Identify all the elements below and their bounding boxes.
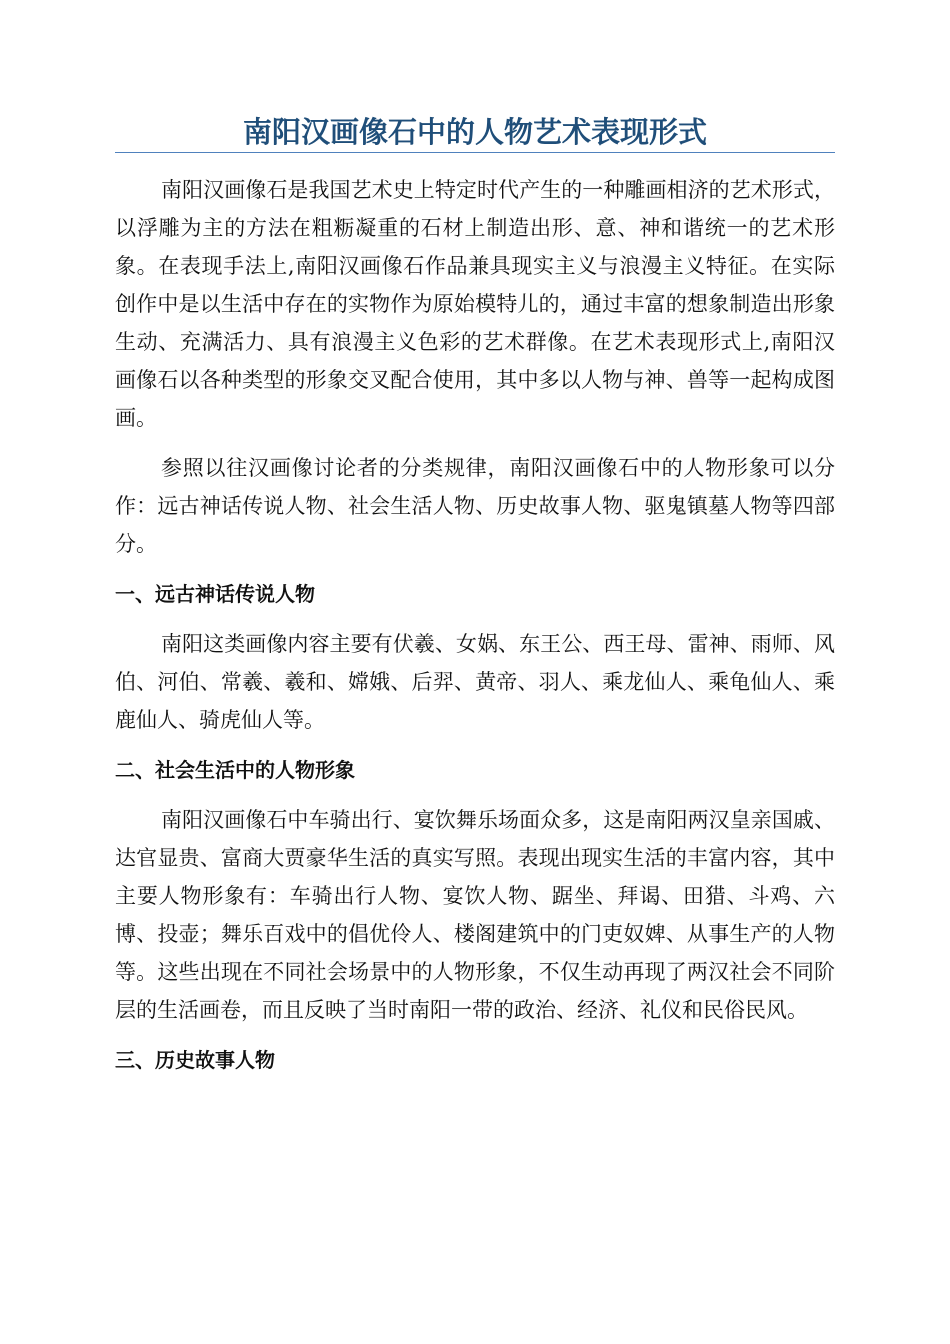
paragraph-classification: 参照以往汉画像讨论者的分类规律，南阳汉画像石中的人物形象可以分作：远古神话传说人物、社会生活人物、历史故事人物、驱鬼镇墓人物等四部分。 [115, 456, 835, 556]
paragraph-social-life-figures: 南阳汉画像石中车骑出行、宴饮舞乐场面众多，这是南阳两汉皇亲国戚、达官显贵、富商大贾豪华生活的真实写照。表现出现实生活的丰富内容，其中主要人物形象有：车骑出行人物、宴饮人物、踞坐、拜谒、田猎、斗鸡、六博、投壶；舞乐百戏中的倡优伶人、楼阁建筑中的门吏奴婢、从事生产的人物等。这些出现在不同社会场景中的人物形象，不仅生动再现了两汉社会不同阶层的生活画卷，而且反映了当时南阳一带的政治、经济、礼仪和民俗民风。 [115, 808, 835, 1022]
section-heading-myth-figures: 一、远古神话传说人物 [115, 582, 315, 606]
paragraph-intro: 南阳汉画像石是我国艺术史上特定时代产生的一种雕画相济的艺术形式，以浮雕为主的方法在粗粝凝重的石材上制造出形、意、神和谐统一的艺术形象。在表现手法上,南阳汉画像石作品兼具现实主义与浪漫主义特征。在实际创作中是以生活中存在的实物作为原始模特儿的，通过丰富的想象制造出形象生动、充满活力、具有浪漫主义色彩的艺术群像。在艺术表现形式上,南阳汉画像石以各种类型的形象交叉配合使用，其中多以人物与神、兽等一起构成图画。 [115, 178, 835, 430]
section-heading-historical-figures: 三、历史故事人物 [115, 1048, 275, 1072]
section-heading-social-life-figures: 二、社会生活中的人物形象 [115, 758, 355, 782]
paragraph-myth-figures: 南阳这类画像内容主要有伏羲、女娲、东王公、西王母、雷神、雨师、风伯、河伯、常羲、羲和、嫦娥、后羿、黄帝、羽人、乘龙仙人、乘龟仙人、乘鹿仙人、骑虎仙人等。 [115, 632, 835, 732]
title-underline [115, 152, 835, 153]
document-page [115, 112, 835, 1091]
document-title: 南阳汉画像石中的人物艺术表现形式 [242, 115, 707, 149]
